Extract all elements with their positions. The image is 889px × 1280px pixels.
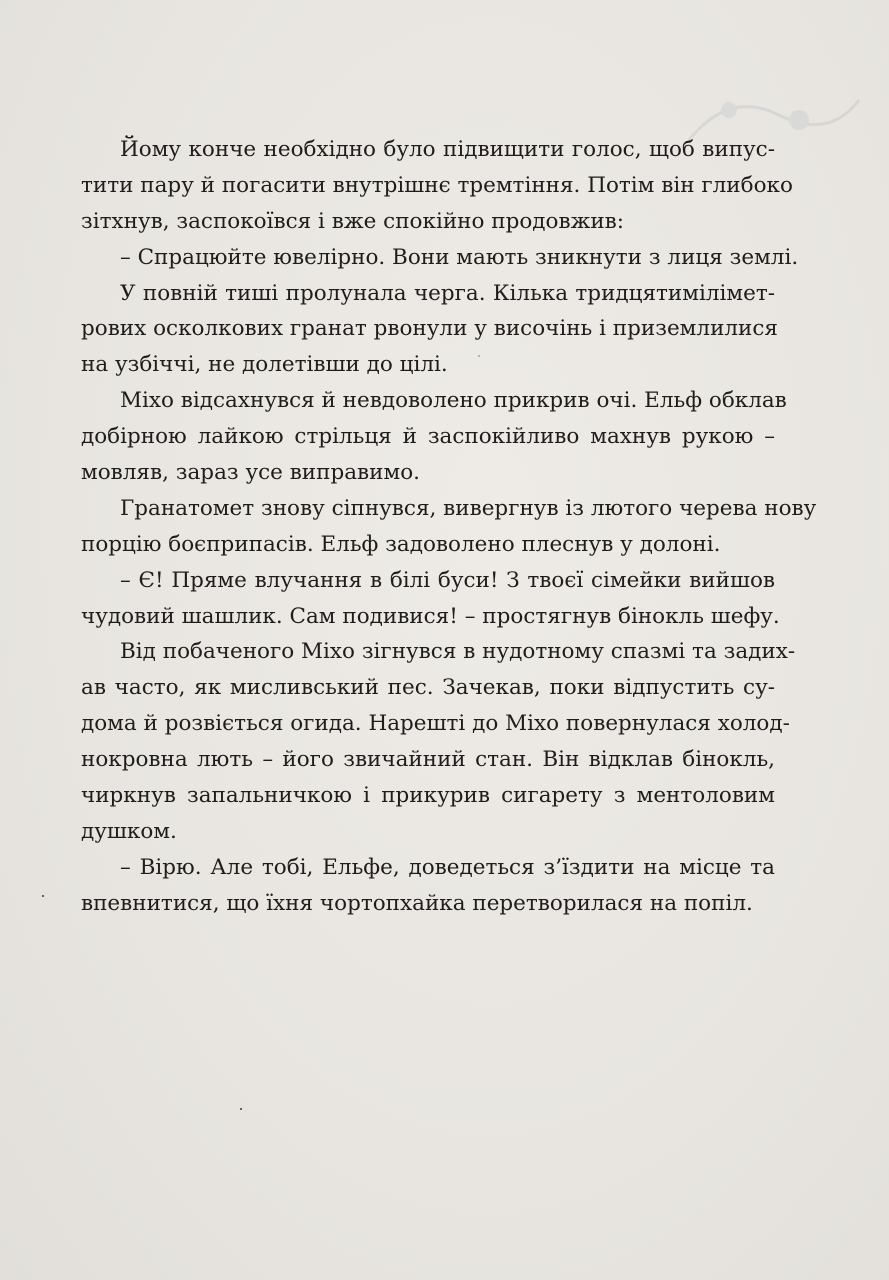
- paragraph: [81, 383, 787, 491]
- text-line: тити пару й погасити внутрішнє тремтіння. Потім він глибоко: [81, 172, 793, 198]
- paragraph: [81, 634, 796, 849]
- paragraph: [120, 240, 799, 276]
- paragraph: [81, 850, 775, 922]
- paper-speck: [42, 895, 44, 897]
- paragraph: [81, 132, 793, 240]
- text-line: Від побаченого Міхо зігнувся в нудотному спазмі та задих-: [120, 639, 796, 665]
- text-line: Йому конче необхідно було підвищити голос, щоб випус-: [120, 137, 775, 162]
- text-line: – Є! Пряме влучання в білі буси! З твоєї сімейки вийшов: [120, 567, 775, 593]
- paper-speck: [240, 1108, 242, 1110]
- paragraph: [81, 491, 817, 563]
- text-line: на узбіччі, не долетівши до цілі.: [81, 352, 448, 378]
- text-line: впевнитися, що їхня чортопхайка перетворилася на попіл.: [81, 890, 753, 916]
- text-line: мовляв, зараз усе виправимо.: [81, 460, 420, 486]
- text-line: Міхо відсахнувся й невдоволено прикрив очі. Ельф обклав: [120, 388, 787, 414]
- text-line: нокровна лють – його звичайний стан. Він відклав бінокль,: [81, 747, 775, 773]
- text-line: дома й розвіється огида. Нарешті до Міхо повернулася холод-: [81, 711, 790, 737]
- text-line: душком.: [81, 818, 177, 844]
- text-line: рових осколкових гранат рвонули у височінь і приземлилися: [81, 316, 778, 342]
- paragraph: [81, 563, 780, 635]
- body-text: [81, 132, 817, 922]
- text-line: ав часто, як мисливський пес. Зачекав, поки відпустить су-: [81, 675, 775, 701]
- text-line: чиркнув запальничкою і прикурив сигарету з ментоловим: [81, 783, 775, 809]
- text-line: добірною лайкою стрільця й заспокійливо махнув рукою –: [81, 424, 775, 450]
- text-line: зітхнув, заспокоївся і вже спокійно продовжив:: [81, 208, 625, 234]
- text-line: У повній тиші пролунала черга. Кілька тридцятимілімет-: [120, 280, 775, 306]
- text-line: чудовий шашлик. Сам подивися! – простягнув бінокль шефу.: [81, 603, 780, 629]
- text-line: – Вірю. Але тобі, Ельфе, доведеться з’їздити на місце та: [120, 854, 775, 880]
- text-line: – Спрацюйте ювелірно. Вони мають зникнути з лиця землі.: [120, 244, 799, 270]
- text-line: порцію боєприпасів. Ельф задоволено плеснув у долоні.: [81, 531, 721, 557]
- text-line: Гранатомет знову сіпнувся, вивергнув із лютого черева нову: [120, 495, 817, 521]
- paragraph: [81, 276, 778, 384]
- paper-speck: [478, 355, 480, 357]
